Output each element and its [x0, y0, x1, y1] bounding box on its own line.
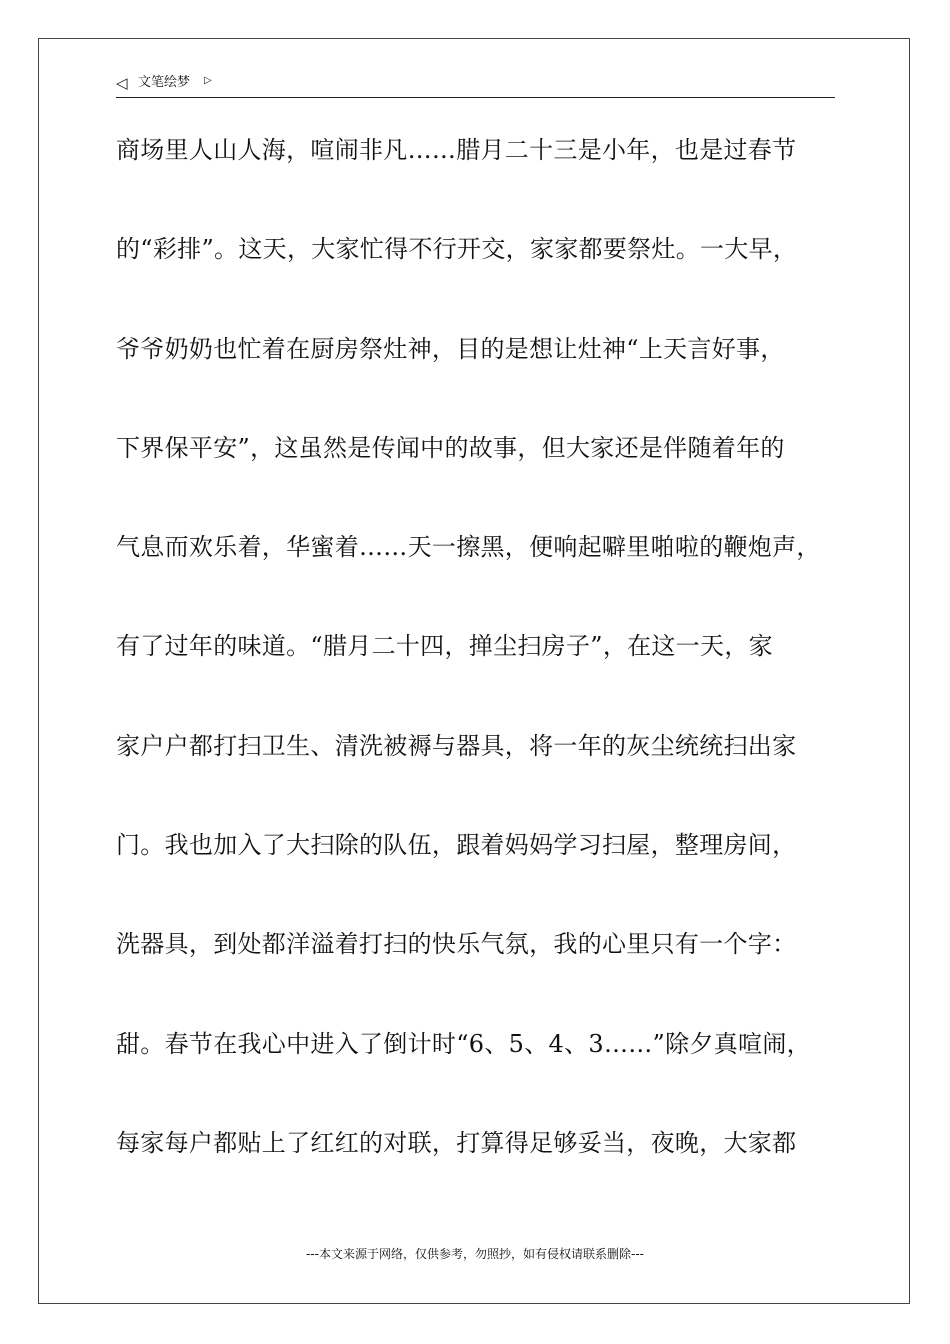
body-line: 有了过年的味道。“腊月二十四，掸尘扫房子”，在这一天，家	[116, 632, 773, 661]
body-line: 洗器具，到处都洋溢着打扫的快乐气氛，我的心里只有一个字：	[116, 930, 797, 959]
body-line: 甜。春节在我心中进入了倒计时“6、5、4、3……”除夕真喧闹，	[116, 1029, 811, 1058]
document-body	[116, 130, 856, 1222]
body-line: 每家每户都贴上了红红的对联，打算得足够妥当，夜晚，大家都	[116, 1128, 797, 1157]
body-line: 商场里人山人海，喧闹非凡……腊月二十三是小年，也是过春节	[116, 136, 797, 164]
body-line: 家户户都打扫卫生、清洗被褥与器具，将一年的灰尘统统扫出家	[116, 731, 797, 760]
body-line: 爷爷奶奶也忙着在厨房祭灶神，目的是想让灶神“上天言好事，	[116, 334, 785, 363]
body-line: 气息而欢乐着，华蜜着……天一擦黑，便响起噼里啪啦的鞭炮声，	[116, 533, 821, 562]
triangle-left-icon: ◁	[116, 74, 128, 92]
body-line: 下界保平安”，这虽然是传闻中的故事，但大家还是伴随着年的	[116, 433, 785, 462]
triangle-right-icon: ▷	[204, 75, 212, 86]
body-line: 门。我也加入了大扫除的队伍，跟着妈妈学习扫屋，整理房间，	[116, 831, 797, 860]
page-footer: ---本文来源于网络，仅供参考，勿照抄，如有侵权请联系删除---	[306, 1247, 644, 1261]
body-line: 的“彩排”。这天，大家忙得不行开交，家家都要祭灶。一大早，	[116, 235, 798, 264]
header-title: 文笔绘梦	[138, 75, 191, 90]
page-header	[116, 72, 835, 98]
